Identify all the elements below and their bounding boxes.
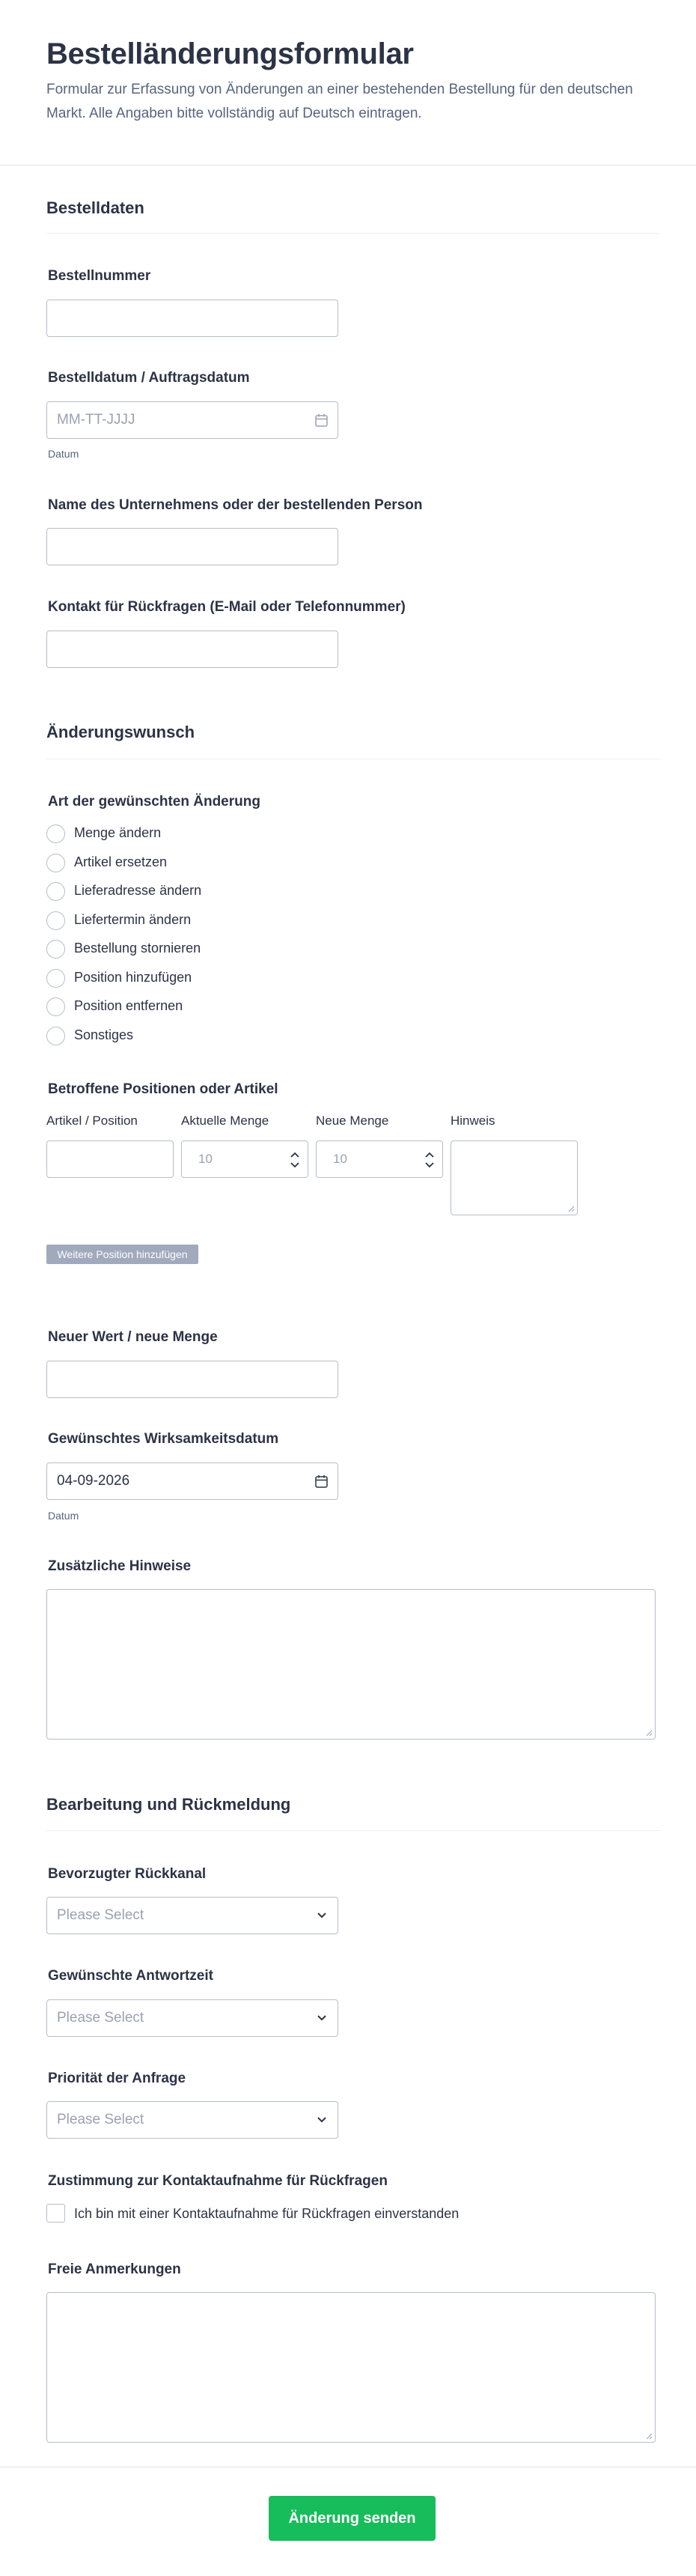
resize-handle-icon[interactable] [646, 2433, 653, 2440]
radio-button[interactable] [46, 882, 65, 901]
radio-label[interactable]: Lieferadresse ändern [74, 883, 202, 898]
free-notes-textarea[interactable] [46, 2292, 656, 2443]
notes-textarea[interactable] [46, 1589, 656, 1740]
channel-label: Bevorzugter Rückkanal [48, 1866, 207, 1882]
change-type-label: Art der gewünschten Änderung [48, 794, 260, 809]
contact-label: Kontakt für Rückfragen (E-Mail oder Telefonnummer) [48, 599, 406, 615]
column-header-neue-menge: Neue Menge [316, 1114, 389, 1128]
resize-handle-icon[interactable] [568, 1206, 575, 1212]
position-note-textarea[interactable] [451, 1140, 578, 1215]
response-time-placeholder: Please Select [57, 2010, 144, 2026]
section-divider [46, 1830, 660, 1831]
response-time-select[interactable] [46, 1999, 338, 2037]
add-position-button[interactable]: Weitere Position hinzufügen [46, 1245, 198, 1264]
radio-label[interactable]: Menge ändern [74, 825, 162, 840]
contact-input[interactable] [46, 631, 338, 668]
column-header-hinweis: Hinweis [451, 1114, 495, 1128]
response-time-label: Gewünschte Antwortzeit [48, 1968, 213, 1984]
company-input[interactable] [46, 528, 338, 565]
consent-checkbox[interactable] [46, 2204, 65, 2223]
calendar-icon[interactable] [315, 413, 328, 427]
company-label: Name des Unternehmens oder der bestellenden Person [48, 497, 423, 513]
chevron-down-icon [317, 2116, 327, 2124]
priority-select[interactable] [46, 2101, 338, 2139]
spinner-arrows-icon[interactable] [290, 1150, 300, 1170]
radio-button[interactable] [46, 911, 65, 930]
new-value-input[interactable] [46, 1361, 338, 1398]
positions-label: Betroffene Positionen oder Artikel [48, 1081, 278, 1097]
effective-date-label: Gewünschtes Wirksamkeitsdatum [48, 1431, 279, 1447]
radio-button[interactable] [46, 969, 65, 988]
spinner-arrows-icon[interactable] [424, 1150, 435, 1170]
radio-button[interactable] [46, 1027, 65, 1045]
section-title-processing: Bearbeitung und Rückmeldung [46, 1795, 291, 1814]
current-quantity-input[interactable] [181, 1140, 308, 1178]
new-value-label: Neuer Wert / neue Menge [48, 1329, 218, 1345]
radio-label[interactable]: Artikel ersetzen [74, 854, 168, 869]
notes-label: Zusätzliche Hinweise [48, 1558, 192, 1574]
form-subtitle: Formular zur Erfassung von Änderungen an einer bestehenden Bestellung für den deutschen Markt. Alle Angaben bitte vollständig auf Deutsch eintragen. [46, 82, 633, 121]
current-quantity-placeholder: 10 [198, 1152, 213, 1166]
chevron-down-icon [317, 1912, 327, 1919]
calendar-icon[interactable] [315, 1474, 328, 1488]
section-divider [46, 233, 660, 234]
new-quantity-placeholder: 10 [333, 1152, 347, 1166]
position-article-input[interactable] [46, 1140, 174, 1178]
resize-handle-icon[interactable] [646, 1730, 653, 1737]
order-number-input[interactable] [46, 300, 338, 337]
radio-button[interactable] [46, 940, 65, 959]
order-number-label: Bestellnummer [48, 268, 151, 284]
radio-label[interactable]: Sonstiges [74, 1027, 134, 1042]
order-date-label: Bestelldatum / Auftragsdatum [48, 370, 250, 386]
column-header-aktuelle-menge: Aktuelle Menge [181, 1114, 269, 1128]
section-title-order: Bestelldaten [46, 198, 144, 217]
submit-button[interactable]: Änderung senden [269, 2496, 436, 2541]
new-quantity-input[interactable] [316, 1140, 443, 1178]
free-notes-label: Freie Anmerkungen [48, 2261, 181, 2277]
radio-label[interactable]: Position hinzufügen [74, 970, 192, 985]
effective-date-value: 04-09-2026 [57, 1473, 130, 1489]
order-date-sublabel: Datum [48, 448, 79, 460]
order-date-input[interactable] [46, 401, 338, 439]
chevron-down-icon [317, 2014, 327, 2022]
effective-date-input[interactable] [46, 1462, 338, 1500]
channel-select[interactable] [46, 1897, 338, 1934]
consent-label: Zustimmung zur Kontaktaufnahme für Rückfragen [48, 2173, 388, 2189]
radio-label[interactable]: Bestellung stornieren [74, 941, 201, 956]
form-header [0, 0, 696, 165]
radio-button[interactable] [46, 997, 65, 1016]
radio-button[interactable] [46, 854, 65, 872]
form-title: Bestelländerungsformular [46, 37, 414, 70]
radio-button[interactable] [46, 824, 65, 843]
priority-label: Priorität der Anfrage [48, 2071, 186, 2086]
order-date-placeholder: MM-TT-JJJJ [57, 412, 135, 428]
effective-date-sublabel: Datum [48, 1510, 79, 1522]
radio-label[interactable]: Position entfernen [74, 998, 183, 1013]
section-title-change: Änderungswunsch [46, 723, 195, 741]
column-header-artikel: Artikel / Position [46, 1114, 138, 1128]
channel-placeholder: Please Select [57, 1907, 144, 1923]
priority-placeholder: Please Select [57, 2112, 144, 2127]
consent-checkbox-label[interactable]: Ich bin mit einer Kontaktaufnahme für Rückfragen einverstanden [74, 2206, 460, 2221]
radio-label[interactable]: Liefertermin ändern [74, 912, 192, 927]
